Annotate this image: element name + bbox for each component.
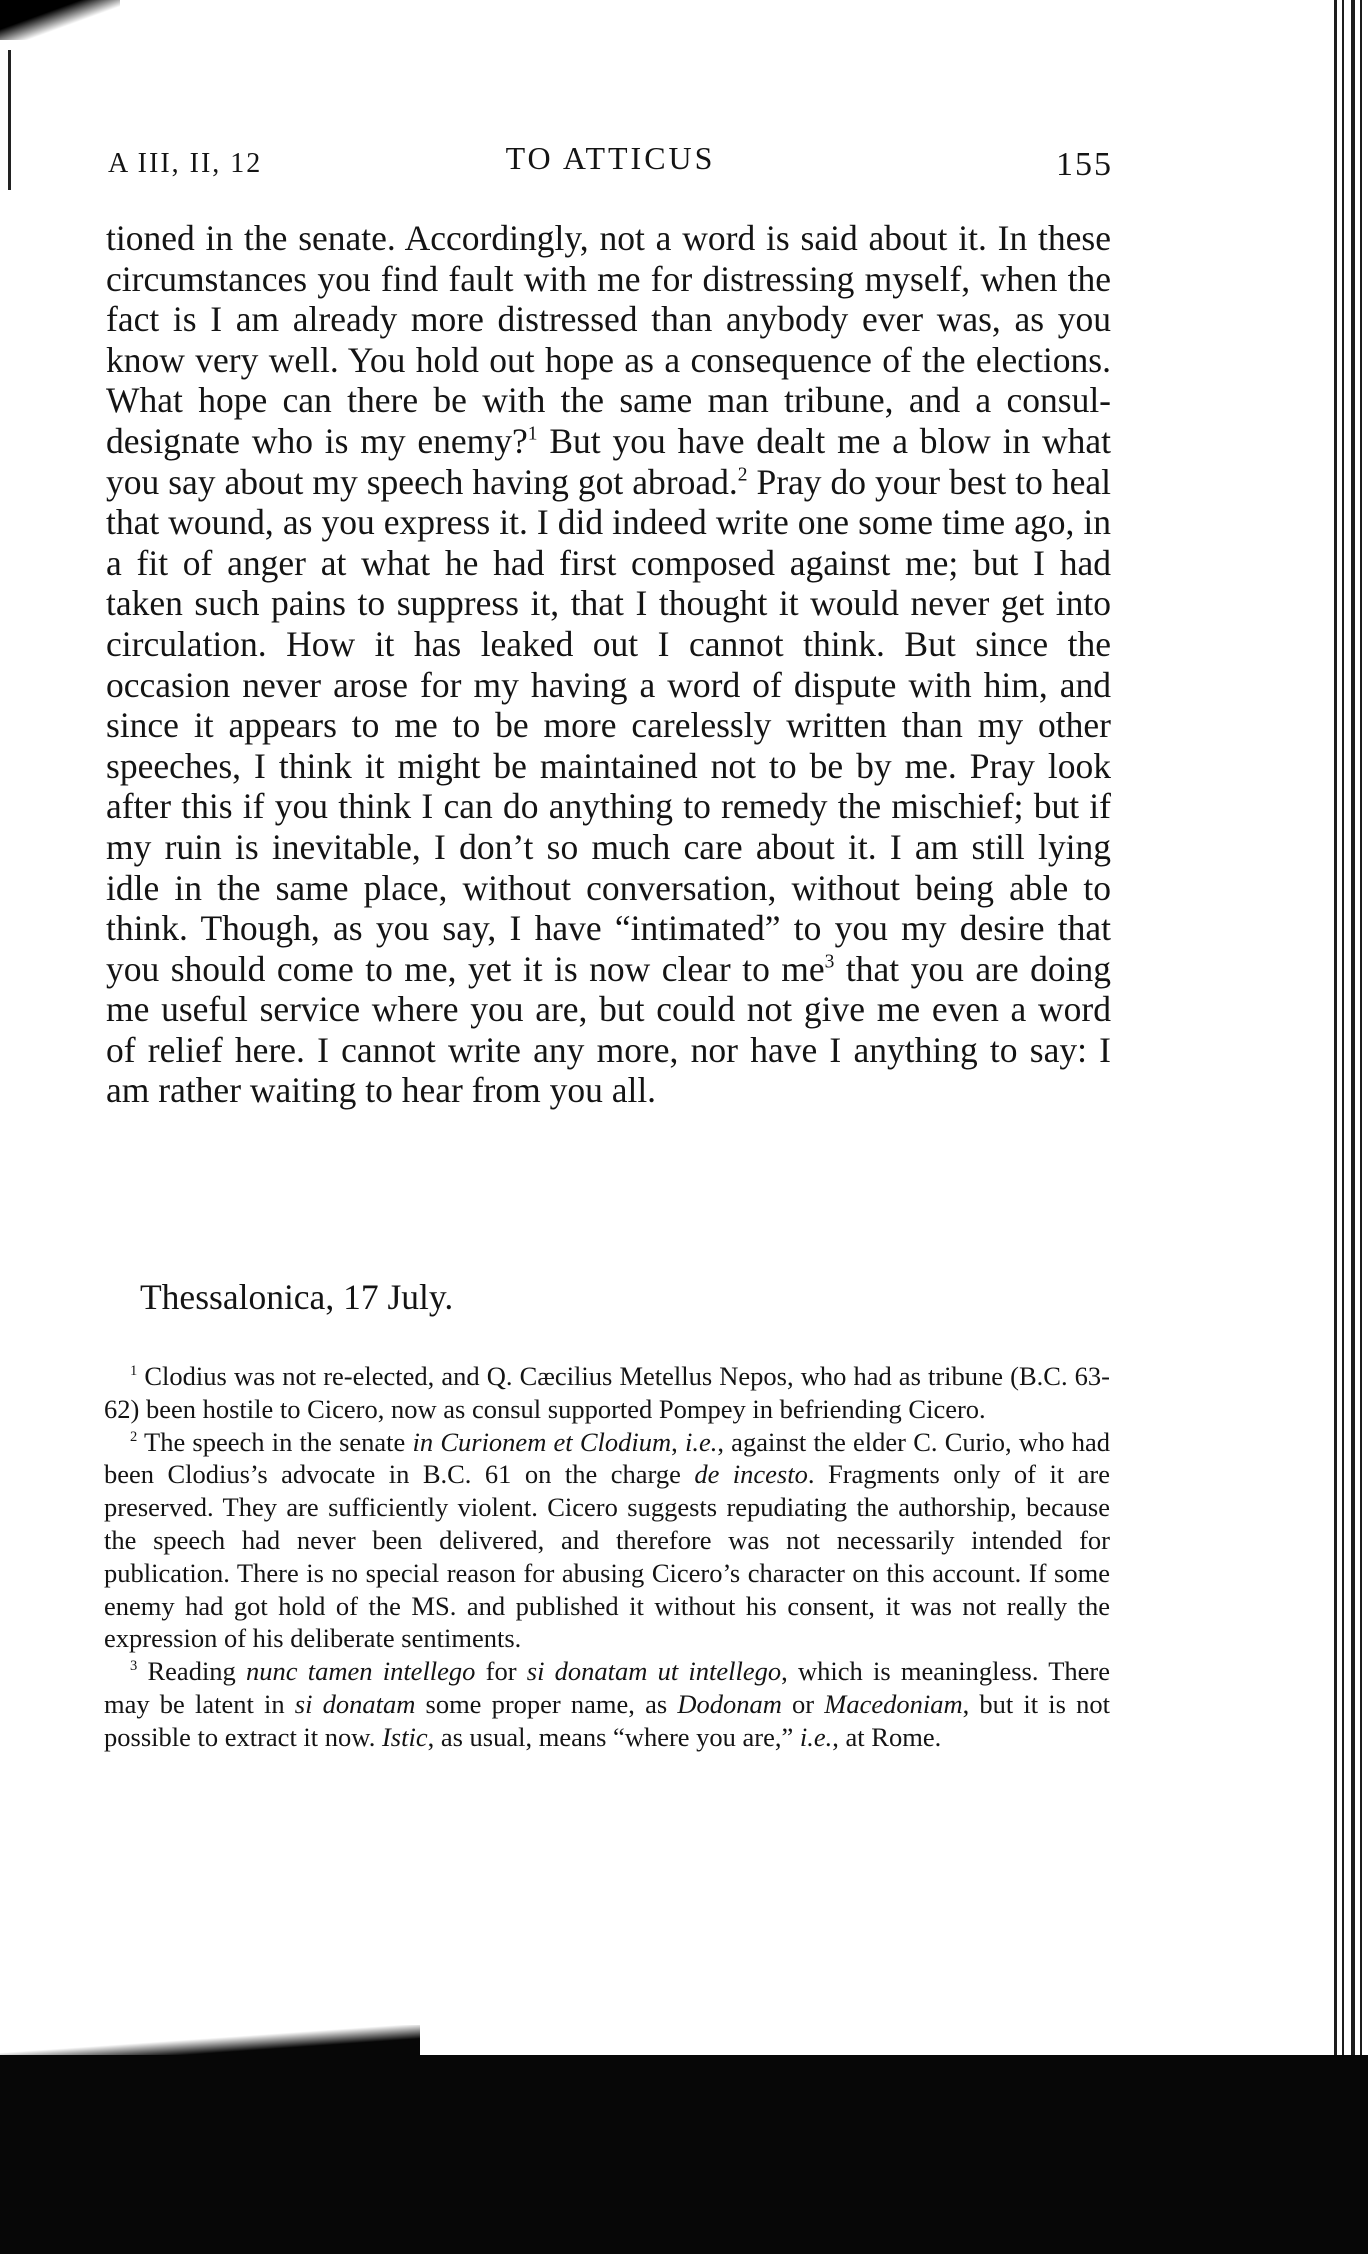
body-text-part: that you are doing me useful service where you are, but could not give me even a word of relief here. I cannot write any more, nor have I anything to say: I am rather waiting to hear from you all. [106, 948, 1111, 1111]
latin-term: nunc tamen intellego [246, 1656, 476, 1687]
footnotes [104, 1360, 1110, 1754]
latin-term: si donatam ut intellego [526, 1656, 782, 1687]
book-edge-line [1342, 0, 1344, 2254]
footnote-text: , at Rome. [832, 1721, 942, 1752]
footnote-marker: 2 [130, 1428, 138, 1445]
footnote-3 [104, 1655, 1110, 1753]
latin-term: Istic [381, 1721, 428, 1752]
book-edge-line [1351, 0, 1355, 2254]
place-date-signoff: Thessalonica, 17 July. [140, 1277, 454, 1317]
footnote-text: , but it is not possible to extract it now. [104, 1688, 1110, 1752]
footnote-text: or [781, 1688, 825, 1719]
footnote-text: for [475, 1656, 527, 1687]
footnote-text: , as usual, means “where you are,” [427, 1721, 800, 1752]
body-text-part: tioned in the senate. Accordingly, not a word is said about it. In these circumstances you find fault with me for distressing myself, when the fact is I am already more distressed than anybody ever was, as you know very well. You hold out hope as a consequence of the elections. What hope can there be with the same man tribune, and a consul-designate who is my enemy? [106, 218, 1111, 461]
body-text-part: Pray do your best to heal that wound, as you express it. I did indeed write one some time ago, in a fit of anger at what he had first composed against me; but I had taken such pains to suppress it, that I thought it would never get into circulation. How it has leaked out I cannot think. But since the occasion never arose for my having a word of dispute with him, and since it appears to me to be more carelessly written than my other speeches, I think it might be maintained not to be by me. Pray look after this if you think I can do anything to remedy the mischief; but if my ruin is inevitable, I don’t so much care about it. I am still lying idle in the same place, without conversation, without being able to think. Though, as you say, I have “intimated” to you my desire that you should come to me, yet it is now clear to me [106, 461, 1111, 989]
letter-body [106, 218, 1111, 1111]
latin-term: Macedoniam [824, 1688, 963, 1719]
footnote-text: , [671, 1426, 685, 1457]
latin-term: Dodonam [677, 1688, 782, 1719]
footnote-text: , which is meaningless. There may be latent in [104, 1656, 1111, 1719]
running-header [108, 140, 1113, 192]
footnote-ref[interactable]: 2 [737, 463, 748, 485]
scan-edge-mark [8, 50, 11, 190]
scan-bottom-shadow [0, 2055, 1368, 2254]
footnote-ref[interactable]: 3 [824, 951, 835, 973]
page-number: 155 [1056, 146, 1113, 183]
scan-corner-shadow [0, 0, 120, 40]
running-title: TO ATTICUS [505, 140, 716, 176]
footnote-2 [104, 1426, 1110, 1656]
footnote-text: 61 on the charge [471, 1459, 695, 1490]
era-abbrev: B.C. [422, 1459, 472, 1490]
footnote-text: some proper name, as [415, 1688, 678, 1719]
letter-reference: A III, II, 12 [108, 148, 263, 179]
book-edge-line [1360, 0, 1362, 2254]
abbrev-ie: i.e. [684, 1426, 718, 1457]
abbrev-ie: i.e. [799, 1721, 833, 1752]
footnote-marker: 3 [130, 1657, 138, 1674]
latin-term: si donatam [294, 1688, 416, 1719]
era-abbrev: B.C. [1018, 1361, 1068, 1391]
body-text-part: But you have dealt me a blow in what you say about my speech having got abroad. [106, 420, 1111, 502]
book-edge-line [1334, 0, 1337, 2254]
footnote-marker: 1 [130, 1362, 138, 1379]
footnote-text: Clodius was not re-elected, and Q. Cæcilius Metellus Nepos, who had as tribune ( [137, 1361, 1019, 1391]
footnote-text: Reading [137, 1656, 247, 1687]
footnote-text: 63-62) been hostile to Cicero, now as consul supported Pompey in befriending Cicero. [104, 1361, 1110, 1424]
footnote-text: The speech in the senate [137, 1426, 413, 1457]
footnote-text: . Fragments only of it are preserved. They are sufficiently violent. Cicero suggests repudiating the authorship, because the speech had never been delivered, and therefore was not necessarily intended for publication. There is no special reason for abusing Cicero’s character on this account. If some enemy had got hold of the MS. and published it without his consent, it was not really the expression of his deliberate sentiments. [104, 1459, 1110, 1654]
footnote-ref[interactable]: 1 [527, 423, 538, 445]
footnote-text: , against the elder C. Curio, who had been Clodius’s advocate in [104, 1426, 1110, 1490]
footnote-1 [104, 1360, 1110, 1426]
speech-title: in Curionem et Clodium [412, 1426, 672, 1457]
latin-term: de incesto [694, 1459, 808, 1490]
